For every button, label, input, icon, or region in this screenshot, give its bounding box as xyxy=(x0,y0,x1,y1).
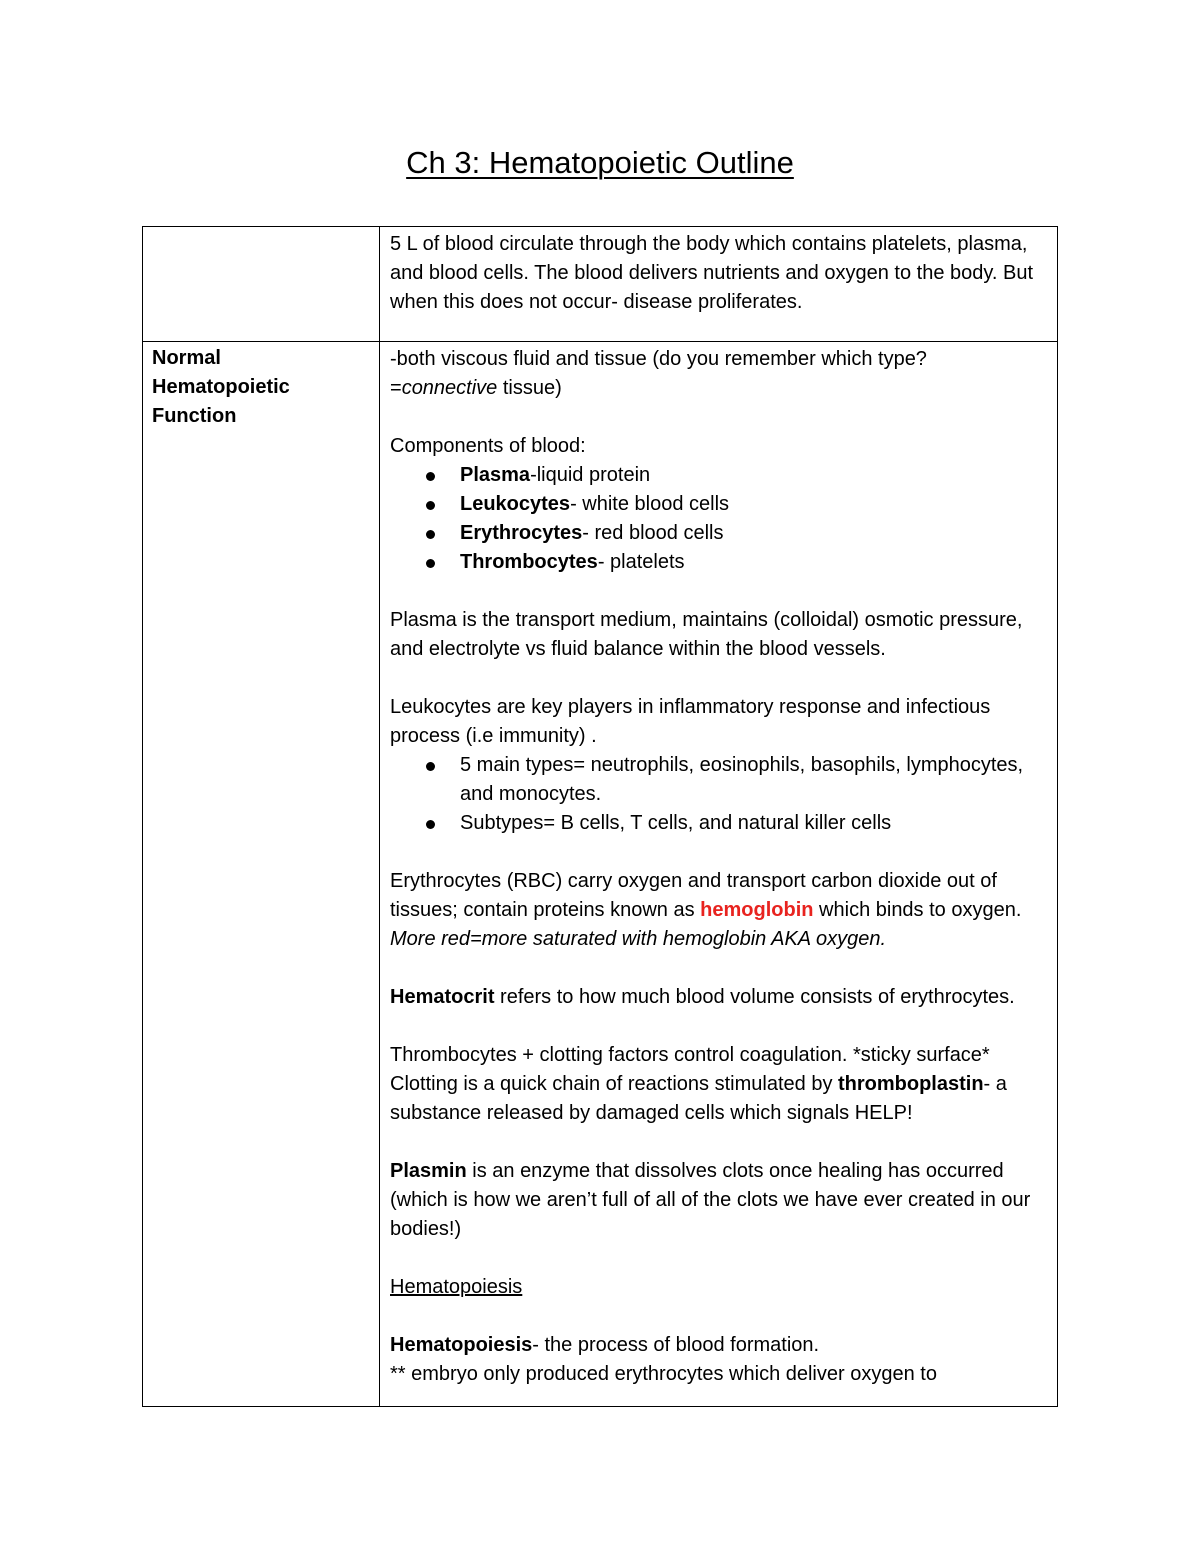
clotting-text: - a substance released by damaged cells which signals HELP! xyxy=(390,1073,1007,1124)
component-desc: - red blood cells xyxy=(582,522,724,544)
outline-table xyxy=(142,226,1058,1407)
component-term: Erythrocytes xyxy=(460,522,583,544)
empty-heading-cell xyxy=(143,227,380,342)
component-term: Leukocytes xyxy=(460,493,571,515)
erythrocytes-text: Erythrocytes (RBC) carry oxygen and transport carbon dioxide out of tissues; contain proteins known as xyxy=(390,870,997,921)
bullet-icon xyxy=(426,559,435,568)
tissue-prefix: = xyxy=(390,377,402,399)
hematocrit-term: Hematocrit xyxy=(390,986,495,1008)
bullet-icon xyxy=(426,501,435,510)
section-heading-cell xyxy=(143,342,380,1407)
plasmin-text: is an enzyme that dissolves clots once healing has occurred (which is how we aren’t full of all of the clots we have ever created in our bodies!) xyxy=(390,1160,1031,1240)
plasma-paragraph: Plasma is the transport medium, maintains (colloidal) osmotic pressure, and electrolyte vs fluid balance within the blood vessels. xyxy=(390,609,1023,660)
embryo-note: ** embryo only produced erythrocytes which deliver oxygen to xyxy=(390,1363,937,1385)
component-desc: -liquid protein xyxy=(530,464,651,486)
page-title: Ch 3: Hematopoietic Outline xyxy=(406,145,794,180)
section-heading-line: Hematopoietic xyxy=(152,376,290,398)
section-heading-line: Function xyxy=(152,405,237,427)
hematocrit-text: refers to how much blood volume consists of erythrocytes. xyxy=(494,986,1015,1008)
table-row xyxy=(143,227,1058,342)
bullet-icon xyxy=(426,530,435,539)
list-item xyxy=(460,461,1051,490)
hematopoiesis-paragraph xyxy=(390,1331,1051,1360)
leukocyte-bullet-text: 5 main types= neutrophils, eosinophils, basophils, lymphocytes, and monocytes. xyxy=(460,754,1024,805)
tissue-line: -both viscous fluid and tissue (do you remember which type? xyxy=(390,348,927,370)
clotting-text: Clotting is a quick chain of reactions stimulated by xyxy=(390,1073,838,1095)
leukocyte-types-list xyxy=(390,751,1051,838)
components-heading: Components of blood: xyxy=(390,435,586,457)
leukocyte-bullet-text: Subtypes= B cells, T cells, and natural killer cells xyxy=(460,812,892,834)
list-item xyxy=(460,548,1051,577)
section-heading-line: Normal xyxy=(152,347,221,369)
thrombocytes-paragraph xyxy=(390,1041,1051,1128)
component-term: Plasma xyxy=(460,464,531,486)
leukocytes-paragraph: Leukocytes are key players in inflammatory response and infectious process (i.e immunity) . xyxy=(390,696,991,747)
bullet-icon xyxy=(426,820,435,829)
tissue-paragraph xyxy=(390,345,1051,403)
hematopoiesis-term: Hematopoiesis xyxy=(390,1334,533,1356)
list-item xyxy=(460,809,1051,838)
list-item xyxy=(460,751,1051,809)
erythrocytes-italic-note: More red=more saturated with hemoglobin AKA oxygen. xyxy=(390,928,887,950)
hematocrit-paragraph xyxy=(390,983,1051,1012)
plasmin-paragraph xyxy=(390,1157,1051,1244)
hematopoiesis-text: - the process of blood formation. xyxy=(532,1334,820,1356)
erythrocytes-paragraph xyxy=(390,867,1051,954)
list-item xyxy=(460,490,1051,519)
tissue-suffix: tissue) xyxy=(497,377,562,399)
bullet-icon xyxy=(426,472,435,481)
component-desc: - platelets xyxy=(597,551,685,573)
components-list xyxy=(390,461,1051,577)
thrombocytes-text: Thrombocytes + clotting factors control coagulation. *sticky surface* xyxy=(390,1044,990,1066)
plasmin-term: Plasmin xyxy=(390,1160,467,1182)
table-row xyxy=(143,342,1058,1407)
intro-text: 5 L of blood circulate through the body which contains platelets, plasma, and blood cells. The blood delivers nutrients and oxygen to the body. But when this does not occur- disease proliferates. xyxy=(390,233,1034,313)
component-desc: - white blood cells xyxy=(570,493,730,515)
thromboplastin-term: thromboplastin xyxy=(838,1073,984,1095)
tissue-type-italic: connective xyxy=(401,377,498,399)
erythrocytes-text: which binds to oxygen. xyxy=(813,899,1022,921)
hemoglobin-highlight: hemoglobin xyxy=(700,899,814,921)
list-item xyxy=(460,519,1051,548)
bullet-icon xyxy=(426,762,435,771)
component-term: Thrombocytes xyxy=(460,551,598,573)
content-cell xyxy=(380,342,1058,1407)
hematopoiesis-subheading: Hematopoiesis xyxy=(390,1276,523,1298)
intro-cell xyxy=(380,227,1058,342)
